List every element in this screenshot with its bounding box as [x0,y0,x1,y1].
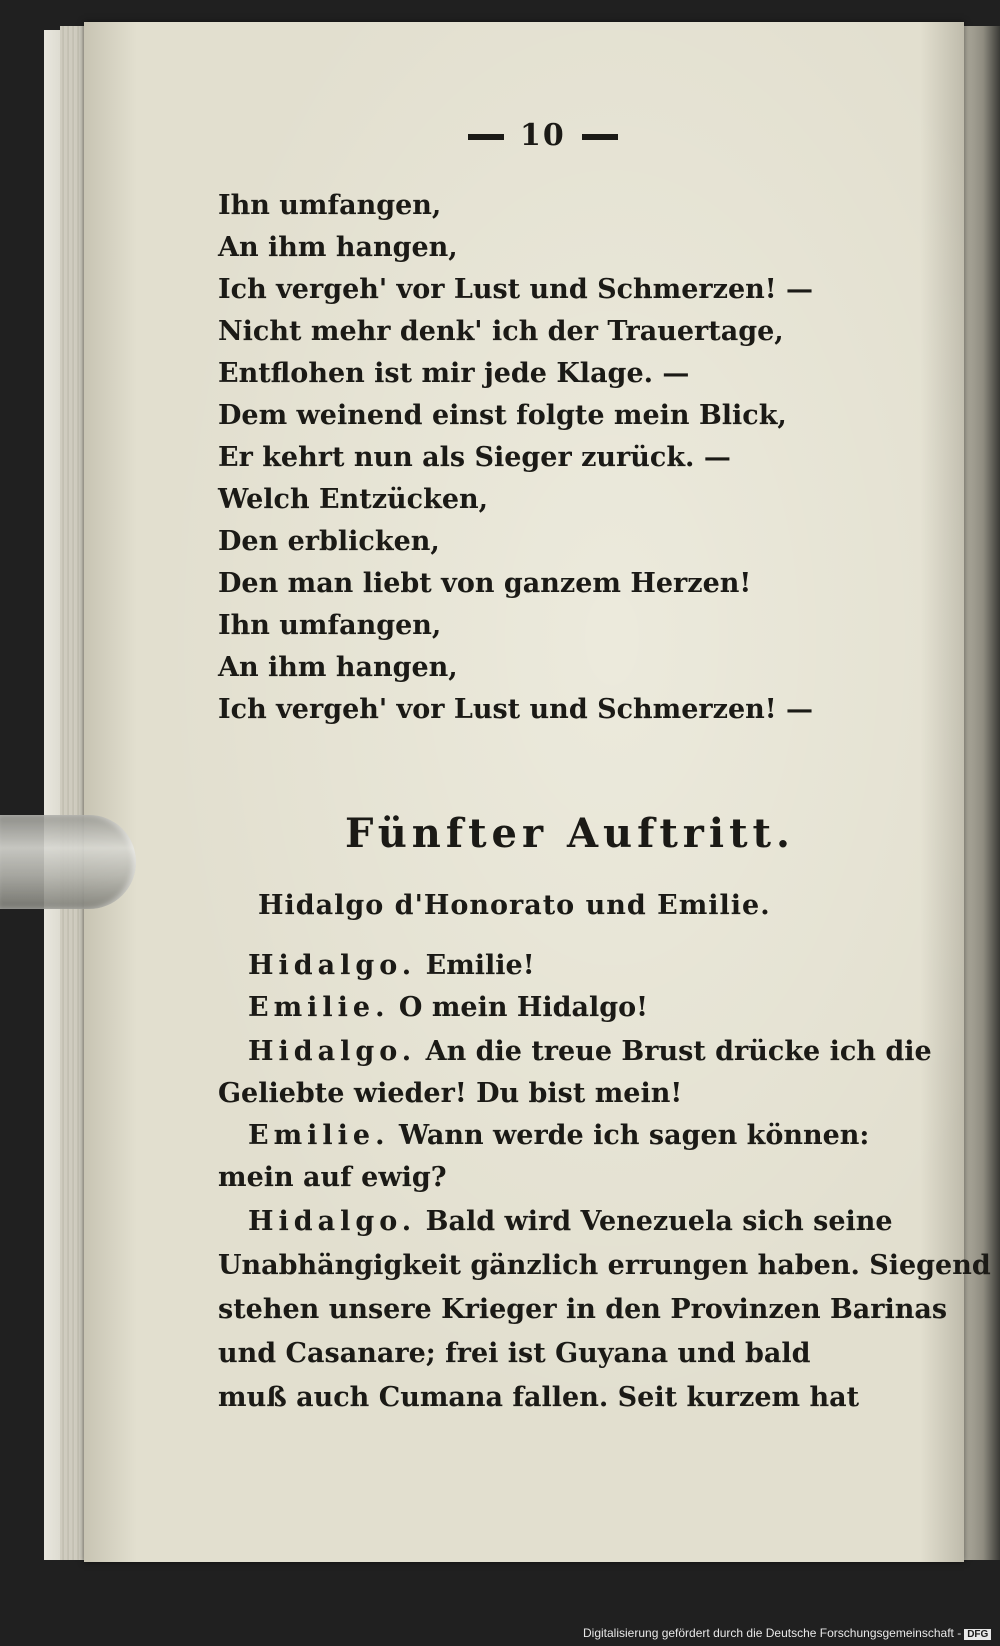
verse-line: Ihn umfangen, [218,190,442,221]
book-page [84,22,964,1562]
speech-text: Wann werde ich sagen können: [398,1120,870,1151]
speech-continuation: und Casanare; frei ist Guyana und bald [218,1338,811,1369]
verse-line: An ihm hangen, [218,652,458,683]
speech-text: Emilie! [425,950,535,981]
book-page-edges-right [958,26,1000,1560]
dialogue-line [248,1036,932,1067]
scene-characters: Hidalgo d'Honorato und Emilie. [258,890,771,921]
page-number-dash-left [468,134,504,140]
speaker-name: Hidalgo. [248,1036,417,1067]
verse-line: Den erblicken, [218,526,440,557]
speaker-name: Emilie. [248,992,390,1023]
verse-line: Ich vergeh' vor Lust und Schmerzen! — [218,274,814,305]
speaker-name: Hidalgo. [248,950,417,981]
page-number-dash-right [582,134,618,140]
verse-line: Ich vergeh' vor Lust und Schmerzen! — [218,694,814,725]
speech-continuation: muß auch Cumana fallen. Seit kurzem hat [218,1382,860,1413]
verse-line: Welch Entzücken, [218,484,489,515]
verse-line: Entflohen ist mir jede Klage. — [218,358,690,389]
speech-text: An die treue Brust drücke ich die [425,1036,932,1067]
verse-line: Er kehrt nun als Sieger zurück. — [218,442,731,473]
speech-continuation: stehen unsere Krieger in den Provinzen Barinas [218,1294,948,1325]
speech-continuation: Unabhängigkeit gänzlich errungen haben. Siegend [218,1250,991,1281]
dialogue-line [248,1120,869,1151]
verse-line: Ihn umfangen, [218,610,442,641]
speech-continuation: mein auf ewig? [218,1162,447,1193]
dialogue-line [248,950,535,981]
dfg-logo: DFG [964,1629,991,1640]
credit-text: Digitalisierung gefördert durch die Deutsche Forschungsgemeinschaft - [583,1626,962,1640]
digitization-credit [583,1626,991,1640]
verse-line: Dem weinend einst folgte mein Blick, [218,400,787,431]
scene-heading: Fünfter Auftritt. [345,810,795,857]
speech-text: O mein Hidalgo! [398,992,648,1023]
speech-text: Bald wird Venezuela sich seine [425,1206,893,1237]
speaker-name: Emilie. [248,1120,390,1151]
verse-line: Den man liebt von ganzem Herzen! [218,568,752,599]
dialogue-line [248,1206,893,1237]
verse-line: An ihm hangen, [218,232,458,263]
page-clip [0,815,136,909]
page-number: 10 [452,118,634,153]
verse-line: Nicht mehr denk' ich der Trauertage, [218,316,784,347]
speech-continuation: Geliebte wieder! Du bist mein! [218,1078,683,1109]
dialogue-line [248,992,648,1023]
speaker-name: Hidalgo. [248,1206,417,1237]
